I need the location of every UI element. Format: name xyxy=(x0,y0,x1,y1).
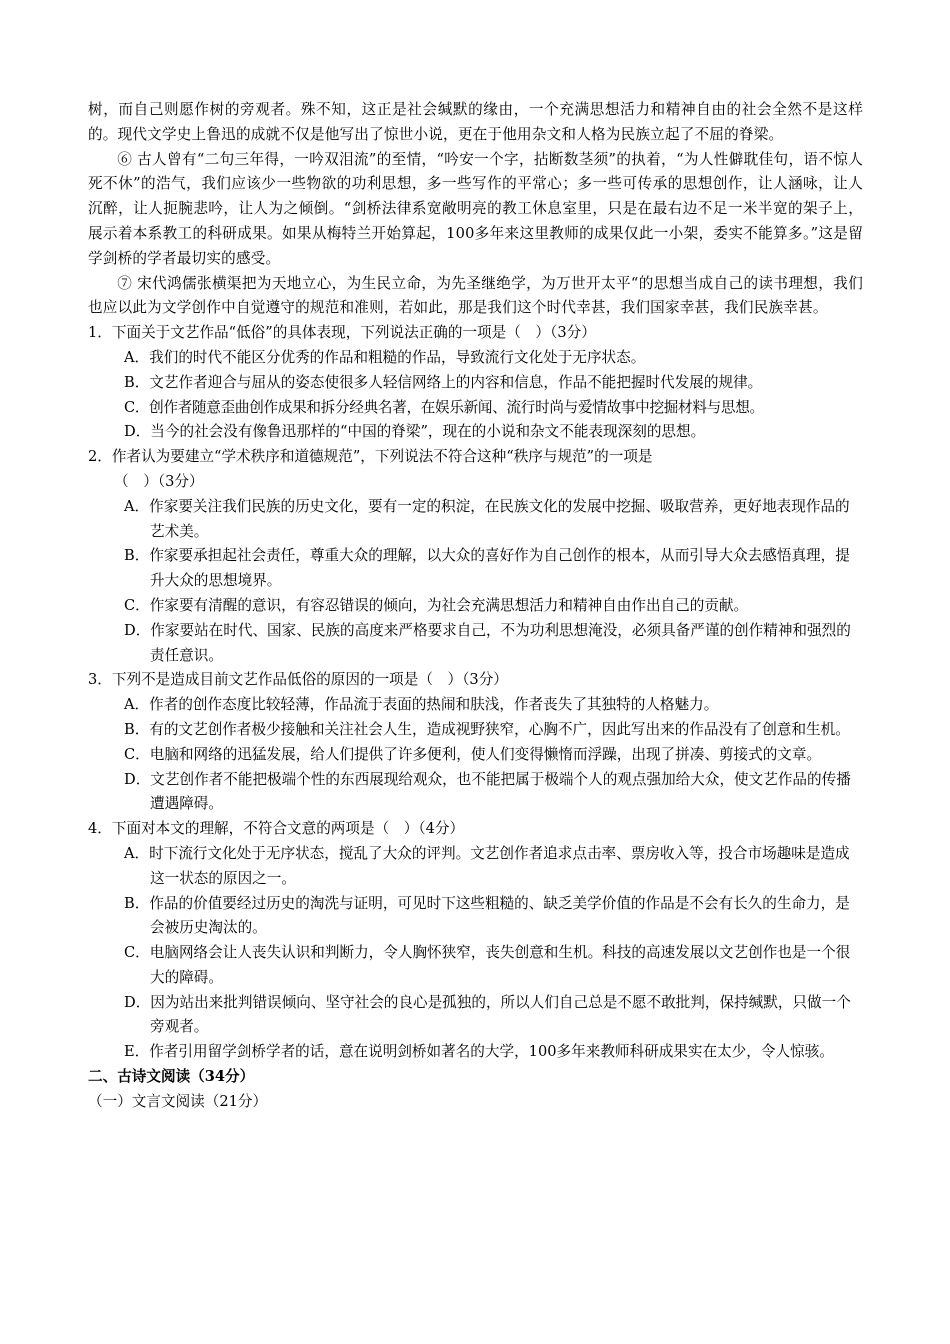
option-b: B．文艺作者迎合与屈从的姿态使很多人轻信网络上的内容和信息，作品不能把握时代发展的规律。 xyxy=(124,373,763,391)
question-stem: 2．作者认为要建立“学术秩序和道德规范”，下列说法不符合这种“秩序与规范”的一项是 xyxy=(88,448,653,466)
question-stem: 3．下列不是造成目前文艺作品低俗的原因的一项是（ ）（3分） xyxy=(88,671,508,689)
option-c: C．作家要有清醒的意识，有容忍错误的倾向，为社会充满思想活力和精神自由作出自己的贡献。 xyxy=(124,596,749,614)
question-stem-points: （ ）（3分） xyxy=(114,472,204,490)
question-4 xyxy=(88,817,863,1065)
option-a: A．我们的时代不能区分优秀的作品和粗糙的作品，导致流行文化处于无序状态。 xyxy=(124,348,646,366)
document-page xyxy=(88,98,863,1115)
option-d: D．作家要站在时代、国家、民族的高度来严格要求自己，不为功利思想淹没，必须具备严谨的创作精神和强烈的责任意识。 xyxy=(124,621,851,664)
option-a: A．作家要关注我们民族的历史文化，要有一定的积淀，在民族文化的发展中挖掘、吸取营养，更好地表现作品的艺术美。 xyxy=(124,497,850,540)
question-stem: 4．下面对本文的理解，不符合文意的两项是（ ）（4分） xyxy=(88,820,465,838)
option-a: A．作者的创作态度比较轻薄，作品流于表面的热闹和肤浅，作者丧失了其独特的人格魅力。 xyxy=(124,696,719,714)
option-b: B．有的文艺创作者极少接触和关注社会人生，造成视野狭窄，心胸不广，因此写出来的作品没有了创意和生机。 xyxy=(124,720,850,738)
option-e: E．作者引用留学剑桥学者的话，意在说明剑桥如著名的大学，100多年来教师科研成果实在太少，令人惊骇。 xyxy=(124,1043,834,1061)
subsection-heading: （一）文言文阅读（21分） xyxy=(88,1092,268,1110)
question-3 xyxy=(88,668,863,817)
section-heading: 二、古诗文阅读（34分） xyxy=(88,1068,255,1086)
question-stem: 1．下面关于文艺作品“低俗”的具体表现，下列说法正确的一项是（ ）（3分） xyxy=(88,324,596,342)
option-d: D．因为站出来批判错误倾向、坚守社会的良心是孤独的，所以人们自己总是不愿不敢批判，保持缄默，只做一个旁观者。 xyxy=(124,993,851,1036)
question-2 xyxy=(88,445,863,668)
option-c: C．创作者随意歪曲创作成果和拆分经典名著，在娱乐新闻、流行时尚与爱情故事中挖掘材料与思想。 xyxy=(124,398,764,416)
option-d: D．当今的社会没有像鲁迅那样的“中国的脊梁”，现在的小说和杂文不能表现深刻的思想。 xyxy=(124,423,706,441)
option-d: D．文艺创作者不能把极端个性的东西展现给观众，也不能把属于极端个人的观点强加给大众，使文艺作品的传播遭遇障碍。 xyxy=(124,770,851,813)
option-a: A．时下流行文化处于无序状态，搅乱了大众的评判。文艺创作者追求点击率、票房收入等，投合市场趣味是造成这一状态的原因之一。 xyxy=(124,844,850,887)
option-b: B．作品的价值要经过历史的淘洗与证明，可见时下这些粗糙的、缺乏美学价值的作品是不会有长久的生命力，是会被历史淘汰的。 xyxy=(124,894,850,937)
passage-paragraph-6: ⑥ 古人曾有“二句三年得，一吟双泪流”的至情，“吟安一个字，拈断数茎须”的执着，“为人性僻耽佳句，语不惊人死不休”的浩气，我们应该少一些物欲的功利思想，多一些写作的平常心；多一些可传承的思想创作，让人涵咏，让人沉醉，让人扼腕悲吟，让人为之倾倒。“剑桥法律系宽敞明亮的教工休息室里，只是在最右边不足一米半宽的架子上，展示着本系教工的科研成果。如果从梅特兰开始算起，100多年来这里教师的成果仅此一小架，委实不能算多。”这是留学剑桥的学者最切实的感受。 xyxy=(88,150,863,267)
option-c: C．电脑和网络的迅猛发展，给人们提供了许多便利，使人们变得懒惰而浮躁，出现了拼凑、剪接式的文章。 xyxy=(124,745,822,763)
passage-paragraph-7: ⑦ 宋代鸿儒张横渠把为天地立心，为生民立命，为先圣继绝学，为万世开太平“的思想当成自己的读书理想，我们也应以此为文学创作中自觉遵守的规范和准则，若如此，那是我们这个时代幸甚，我们国家幸甚，我们民族幸甚。 xyxy=(88,274,863,317)
passage-paragraph-continued: 树，而自己则愿作树的旁观者。殊不知，这正是社会缄默的缘由，一个充满思想活力和精神自由的社会全然不是这样的。现代文学史上鲁迅的成就不仅是他写出了惊世小说，更在于他用杂文和人格为民族立起了不屈的脊梁。 xyxy=(88,101,863,143)
question-1 xyxy=(88,321,863,445)
option-b: B．作家要承担起社会责任，尊重大众的理解，以大众的喜好作为自己创作的根本，从而引导大众去感悟真理，提升大众的思想境界。 xyxy=(124,547,850,590)
option-c: C．电脑网络会让人丧失认识和判断力，令人胸怀狭窄，丧失创意和生机。科技的高速发展以文艺创作也是一个很大的障碍。 xyxy=(124,944,851,986)
